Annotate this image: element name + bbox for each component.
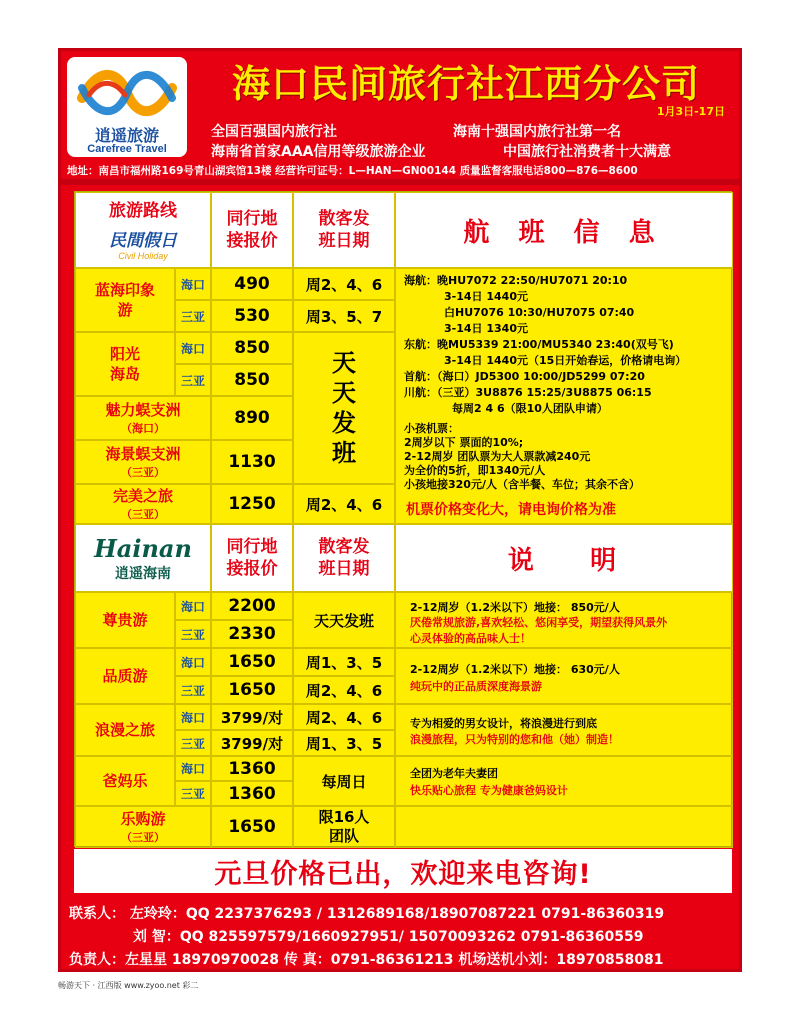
price-cell: 890 bbox=[211, 396, 293, 440]
price-cell: 1360 bbox=[211, 756, 293, 781]
price-cell: 1650 bbox=[211, 676, 293, 704]
city-tag: 海口 bbox=[175, 648, 211, 676]
hainan-logo-text: Hainan bbox=[94, 533, 192, 563]
schedule-cell: 周3、5、7 bbox=[293, 300, 395, 332]
description-line: 快乐贴心旅程 专为健康爸妈设计 bbox=[410, 784, 568, 797]
city-tag: 海口 bbox=[175, 756, 211, 781]
wave-logo-icon bbox=[77, 63, 177, 123]
route-sub: （三亚） bbox=[121, 831, 165, 844]
price-cell: 850 bbox=[211, 332, 293, 364]
route-header bbox=[75, 192, 211, 268]
route-name-cell bbox=[75, 268, 175, 332]
contact-line: 刘 智：QQ 825597579/1660927951/ 15070093262 0791-86360559 bbox=[133, 929, 644, 945]
flight-line: 小孩机票： bbox=[404, 422, 459, 435]
flight-line: 川航：（三亚）3U8876 15:25/3U8875 06:15 bbox=[404, 386, 652, 399]
flight-line: 3-14日 1440元 bbox=[444, 290, 528, 303]
flight-line: 3-14日 1340元 bbox=[444, 322, 528, 335]
schedule-cell: 每周日 bbox=[293, 756, 395, 806]
route-name: 尊贵游 bbox=[102, 611, 148, 629]
price-cell: 2330 bbox=[211, 620, 293, 648]
price-cell: 850 bbox=[211, 364, 293, 396]
hainan-logo-cn: 逍遥海南 bbox=[115, 565, 171, 582]
flight-line: 白HU7076 10:30/HU7075 07:40 bbox=[444, 306, 635, 319]
description-line: 全团为老年夫妻团 bbox=[410, 767, 498, 780]
route-name: 完美之旅 bbox=[112, 487, 173, 505]
schedule-cell: 周1、3、5 bbox=[293, 730, 395, 756]
price-cell: 1130 bbox=[211, 440, 293, 484]
schedule-header-label: 散客发 班日期 bbox=[318, 537, 370, 579]
address-bar: 地址：南昌市福州路169号青山湖宾馆13楼 经营许可证号：L—HAN—GN00144 质量监督客服电话800—876—8600 bbox=[67, 165, 638, 177]
promo-banner: 元旦价格已出，欢迎来电咨询! bbox=[74, 849, 732, 893]
price-header bbox=[211, 524, 293, 592]
price-cell: 2200 bbox=[211, 592, 293, 620]
city-tag: 海口 bbox=[175, 268, 211, 300]
description-cell bbox=[395, 756, 733, 806]
route-name-cell bbox=[75, 704, 175, 756]
city-tag: 海口 bbox=[175, 704, 211, 730]
route-name: 阳光海岛 bbox=[109, 345, 140, 383]
schedule-cell: 限16人 团队 bbox=[293, 806, 395, 848]
flight-line: 2周岁以下 票面的10%; bbox=[404, 436, 524, 449]
price-cell: 1360 bbox=[211, 781, 293, 806]
route-name-cell bbox=[75, 756, 175, 806]
flight-line: 3-14日 1440元（15日开始春运，价格请电询） bbox=[444, 354, 687, 367]
price-cell: 3799/对 bbox=[211, 730, 293, 756]
route-header-label: 旅游路线 bbox=[109, 200, 177, 221]
city-tag: 三亚 bbox=[175, 620, 211, 648]
route-name: 魅力蜈支洲 bbox=[105, 401, 181, 419]
city-tag: 三亚 bbox=[175, 364, 211, 396]
slogan: 海南省首家AAA信用等级旅游企业 bbox=[211, 144, 426, 160]
route-name-cell bbox=[75, 806, 211, 848]
city-tag: 三亚 bbox=[175, 781, 211, 806]
price-cell: 3799/对 bbox=[211, 704, 293, 730]
flight-info-header bbox=[395, 192, 733, 268]
city-tag: 三亚 bbox=[175, 300, 211, 332]
price-cell: 1250 bbox=[211, 484, 293, 524]
description-cell bbox=[395, 704, 733, 756]
description-line: 纯玩中的正品质深度海景游 bbox=[410, 680, 542, 693]
description-cell bbox=[395, 648, 733, 704]
description-cell bbox=[395, 592, 733, 648]
description-header bbox=[395, 524, 733, 592]
schedule-cell: 周2、4、6 bbox=[293, 704, 395, 730]
price-table bbox=[74, 191, 732, 847]
hainan-brand-header bbox=[75, 524, 211, 592]
route-name: 乐购游 bbox=[120, 810, 166, 828]
route-sub: （三亚） bbox=[121, 466, 165, 479]
price-header-label: 同行地 接报价 bbox=[226, 537, 278, 579]
route-name-cell bbox=[75, 440, 211, 484]
slogan: 全国百强国内旅行社 bbox=[211, 124, 337, 140]
flight-line: 每周2 4 6（限10人团队申请） bbox=[452, 402, 608, 415]
city-tag: 海口 bbox=[175, 332, 211, 364]
logo-english-text: Carefree Travel bbox=[87, 143, 167, 155]
price-header bbox=[211, 192, 293, 268]
flight-line: 为全价的5折，即1340元/人 bbox=[404, 464, 546, 477]
flight-info-title: 航 班 信 息 bbox=[463, 217, 665, 248]
flight-line: 2-12周岁 团队票为大人票款减240元 bbox=[404, 450, 591, 463]
flight-info-cell bbox=[395, 268, 733, 524]
page-footer: 畅游天下 · 江西版 www.zyoo.net 彩二 bbox=[58, 981, 199, 990]
contact-line: 联系人： 左玲玲：QQ 2237376293 / 1312689168/18907087221 0791-86360319 bbox=[69, 906, 665, 922]
main-frame bbox=[58, 182, 742, 972]
route-name: 蓝海印象游 bbox=[95, 281, 156, 319]
city-tag: 海口 bbox=[175, 592, 211, 620]
description-cell-empty bbox=[395, 806, 733, 848]
flight-line: 首航：（海口）JD5300 10:00/JD5299 07:20 bbox=[404, 370, 645, 383]
flight-line: 东航：晚MU5339 21:00/MU5340 23:40(双号飞) bbox=[404, 338, 674, 351]
description-line: 专为相爱的男女设计，将浪漫进行到底 bbox=[410, 717, 597, 730]
city-tag: 三亚 bbox=[175, 676, 211, 704]
schedule-header bbox=[293, 192, 395, 268]
price-cell: 1650 bbox=[211, 806, 293, 848]
civil-holiday-en: Civil Holiday bbox=[118, 250, 168, 261]
date-range: 1月3日-17日 bbox=[656, 105, 725, 118]
slogan: 中国旅行社消费者十大满意 bbox=[503, 144, 671, 160]
route-name-cell bbox=[75, 396, 211, 440]
description-line: 2-12周岁（1.2米以下）地接： 850元/人 bbox=[410, 601, 620, 614]
daily-departure-cell bbox=[293, 332, 395, 484]
route-name-cell bbox=[75, 484, 211, 524]
route-name-cell bbox=[75, 592, 175, 648]
company-title: 海口民间旅行社江西分公司 bbox=[231, 62, 700, 106]
route-name: 浪漫之旅 bbox=[94, 721, 155, 739]
price-cell: 1650 bbox=[211, 648, 293, 676]
schedule-cell: 天天发班 bbox=[293, 592, 395, 648]
description-line: 厌倦常规旅游,喜欢轻松、悠闲享受，期望获得风景外 bbox=[410, 616, 668, 629]
flight-line: 小孩地接320元/人（含半餐、车位；其余不含） bbox=[404, 478, 640, 491]
price-cell: 490 bbox=[211, 268, 293, 300]
route-name: 爸妈乐 bbox=[102, 772, 148, 790]
route-sub: （海口） bbox=[121, 422, 165, 435]
route-name: 海景蜈支洲 bbox=[105, 445, 181, 463]
route-name-cell bbox=[75, 332, 175, 396]
header-banner bbox=[58, 48, 742, 182]
price-header-label: 同行地 接报价 bbox=[226, 209, 278, 251]
schedule-cell: 周2、4、6 bbox=[293, 676, 395, 704]
route-name-cell bbox=[75, 648, 175, 704]
price-cell: 530 bbox=[211, 300, 293, 332]
description-title: 说 明 bbox=[507, 545, 621, 576]
schedule-cell: 周1、3、5 bbox=[293, 648, 395, 676]
description-line: 心灵体验的高品味人士！ bbox=[410, 632, 531, 645]
route-sub: （三亚） bbox=[121, 508, 165, 521]
schedule-header bbox=[293, 524, 395, 592]
slogan: 海南十强国内旅行社第一名 bbox=[453, 124, 621, 140]
carefree-travel-logo bbox=[67, 57, 187, 157]
contact-line: 负责人：左星星 18970970028 传 真：0791-86361213 机场送机小刘：18970858081 bbox=[69, 952, 664, 968]
daily-departure-label: 天天发班 bbox=[332, 349, 356, 467]
logo-chinese-text: 逍遥旅游 bbox=[94, 126, 159, 145]
description-line: 浪漫旅程，只为特别的您和他（她）制造！ bbox=[410, 733, 619, 746]
schedule-header-label: 散客发 班日期 bbox=[318, 209, 370, 251]
civil-holiday-logo: 民間假日 bbox=[109, 230, 177, 251]
flight-line: 海航：晚HU7072 22:50/HU7071 20:10 bbox=[404, 274, 628, 287]
schedule-cell: 周2、4、6 bbox=[293, 484, 395, 524]
flight-price-note: 机票价格变化大，请电询价格为准 bbox=[406, 502, 616, 518]
route-name: 品质游 bbox=[102, 667, 148, 685]
schedule-cell: 周2、4、6 bbox=[293, 268, 395, 300]
city-tag: 三亚 bbox=[175, 730, 211, 756]
description-line: 2-12周岁（1.2米以下）地接： 630元/人 bbox=[410, 663, 620, 676]
